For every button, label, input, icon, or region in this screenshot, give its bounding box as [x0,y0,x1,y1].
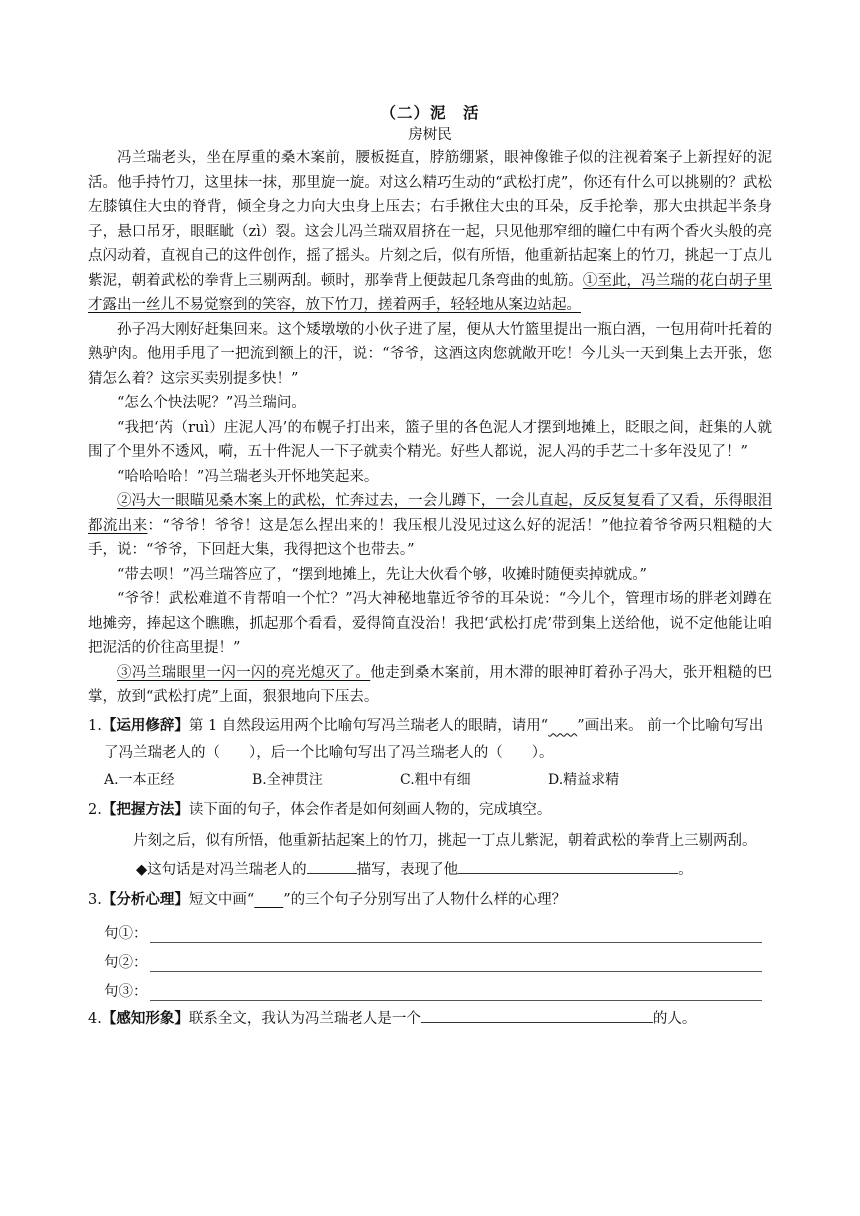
answer-row-3-label: 句③： [104,983,148,1000]
question-2-fill [88,856,772,884]
question-2 [88,796,772,824]
question-4-text-a: 联系全文，我认为冯兰瑞老人是一个 [188,1010,421,1027]
answer-row-3 [88,972,772,1001]
blank-description-type[interactable] [307,856,357,874]
question-3-tag: 【分析心理】 [101,890,189,908]
underline-mark [254,892,283,908]
paragraph-3: “怎么个快法呢？”冯兰瑞问。 [117,395,306,411]
paragraph-4: “我把‘芮（ruì）庄泥人冯’的布幌子打出来，篮子里的各色泥人才摆到地摊上，眨眼之间，赶集的人就围了个里外不透风，嗬，五十件泥人一下子就卖个精光。好些人都说，泥人冯的手艺二十多年没见了！” [88,419,772,460]
question-4 [88,1005,772,1033]
question-2-text: 读下面的句子，体会作者是如何刻画人物的，完成填空。 [188,801,552,818]
question-3 [88,886,772,914]
answer-line-2[interactable] [150,953,763,972]
blank-character-image[interactable] [421,1005,653,1023]
answer-line-3[interactable] [150,982,763,1001]
underlined-sentence-3: ③冯兰瑞眼里一闪一闪的亮光熄灭了。 [117,664,371,681]
question-2-tag: 【把握方法】 [101,800,189,818]
paragraph-2: 孙子冯大刚好赶集回来。这个矮墩墩的小伙子进了屋，便从大竹篮里提出一瓶白酒，一包用荷叶托着的熟驴肉。他用手甩了一把流到额上的汗，说：“爷爷，这酒这肉您就敞开吃！今儿头一天到集上去开张，您猜怎么着？这宗买卖别提多快！” [88,321,772,387]
underlined-sentence-2: ②冯大一眼瞄见桑木案上的武松，忙奔过去，一会儿蹲下，一会儿直起，反反复复看了又看，乐得眼泪都流出来 [88,493,772,534]
paragraph-8: “爷爷！武松难道不肯帮咱一个忙？”冯大神秘地靠近爷爷的耳朵说：“今儿个，管理市场的胖老刘蹲在地摊旁，捧起这个瞧瞧，抓起那个看看，爱得简直没治！我把‘武松打虎’带到集上送给他，说不定他能让咱把泥活的价往高里提！” [88,591,772,656]
question-1-text-b: ”画出来。 前一个比喻句写出了冯兰瑞老人的（ ），后一个比喻句写出了冯兰瑞老人的（ ）。 [104,717,764,761]
question-3-text-a: 短文中画“ [188,891,255,908]
question-2-fill-b: 描写，表现了他 [356,861,459,878]
wavy-line-mark [548,718,577,734]
question-4-number: 4. [88,1010,102,1027]
paragraph-9-text: 他走到桑木案前，用木滞的眼神盯着孙子冯大，张开粗糙的巴掌，放到“武松打虎”上面，狠狠地向下压去。 [88,664,773,705]
question-2-fill-c: 。 [678,861,693,878]
question-1-number: 1. [88,717,102,734]
answer-row-1 [88,914,772,943]
question-2-sentence: 片刻之后，似有所悟，他重新拈起案上的竹刀，挑起一丁点儿紫泥，朝着武松的拳背上三剔两刮。 [133,832,757,849]
option-a[interactable]: A.一本正经 [104,771,175,788]
question-4-text-b: 的人。 [652,1010,697,1027]
question-1-options [88,767,772,794]
paragraph-9 [88,661,772,710]
paragraph-1 [88,146,772,318]
option-d[interactable]: D.精益求精 [548,771,620,788]
paragraph-7: “带去呗！”冯兰瑞答应了，“摆到地摊上，先让大伙看个够，收摊时随便卖掉就成。” [117,566,647,583]
paragraph-6 [88,489,772,563]
option-c[interactable]: C.粗中有细 [400,771,471,788]
answer-row-2 [88,943,772,972]
question-4-tag: 【感知形象】 [101,1009,189,1027]
blank-character-trait[interactable] [458,856,678,874]
passage-title: （二）泥 活 [380,103,480,122]
answer-row-1-label: 句①： [104,925,148,942]
question-1 [88,712,772,767]
option-b[interactable]: B.全神贯注 [252,771,323,788]
question-2-number: 2. [88,801,102,818]
question-3-number: 3. [88,891,102,908]
answer-row-2-label: 句②： [104,954,148,971]
answer-line-1[interactable] [150,924,763,943]
question-1-text-a: 第 1 自然段运用两个比喻句写冯兰瑞老人的眼睛，请用“ [188,717,549,734]
paragraph-5: “哈哈哈哈！”冯兰瑞老头开怀地笑起来。 [117,468,379,485]
question-2-fill-a: ◆这句话是对冯兰瑞老人的 [136,861,307,878]
paragraph-1-text: 冯兰瑞老头，坐在厚重的桑木案前，腰板挺直，脖筋绷紧，眼神像锥子似的注视着案子上新捏好的泥活。他手持竹刀，这里抹一抹，那里旋一旋。对这么精巧生动的“武松打虎”，你还有什么可以挑剔的？武松左膝镇住大虫的脊背，倾全身之力向大虫身上压去；右手揪住大虫的耳朵，反手抡拳，那大虫拱起半条身子，悬口吊牙，眼眶眦（zì）裂。这会儿冯兰瑞双眉挤在一起，只见他那窄细的瞳仁中有两个香火头般的亮点闪动着，直视自己的这件创作，摇了摇头。片刻之后，似有所悟，他重新拈起案上的竹刀，挑起一丁点儿紫泥，朝着武松的拳背上三剔两刮。顿时，那拳背上便鼓起几条弯曲的虬筋。 [88,150,772,289]
passage-author: 房树民 [408,127,452,143]
question-1-tag: 【运用修辞】 [101,716,189,734]
paragraph-6-text: ：“爷爷！爷爷！这是怎么捏出来的！我压根儿没见过这么好的泥活！”他拉着爷爷两只粗糙的大手，说：“爷爷，下回赶大集，我得把这个也带去。” [88,517,772,558]
worksheet-page [88,102,772,1033]
question-3-text-b: ”的三个句子分别写出了人物什么样的心理？ [283,891,567,908]
underlined-sentence-1: ①至此，冯兰瑞的花白胡子里才露出一丝儿不易觉察到的笑容，放下竹刀，搓着两手，轻轻地从案边站起。 [88,272,773,313]
